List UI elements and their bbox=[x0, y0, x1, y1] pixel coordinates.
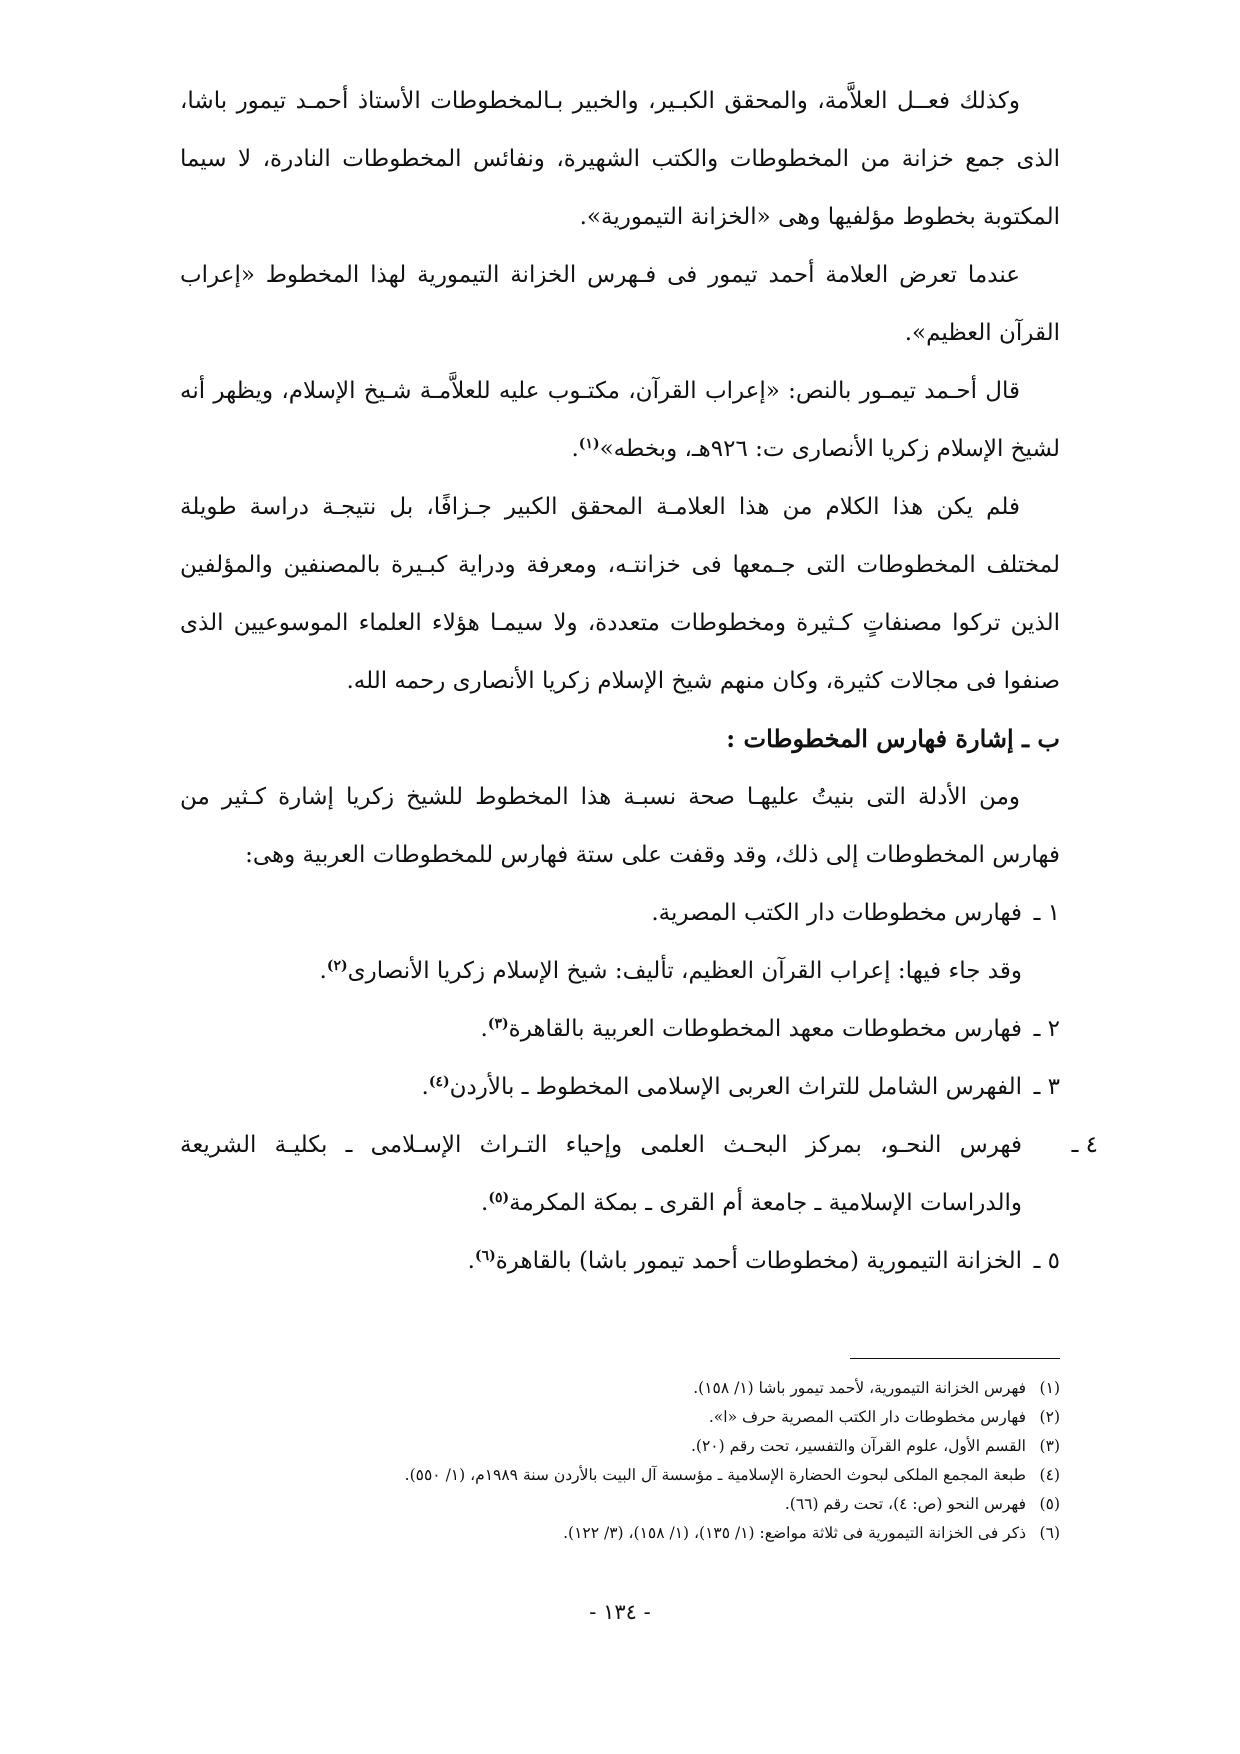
list-item-end: . bbox=[480, 1016, 488, 1042]
footnote-text: فهرس الخزانة التيمورية، لأحمد تيمور باشا (١/ ١٥٨). bbox=[693, 1379, 1026, 1397]
footnote-text: القسم الأول، علوم القرآن والتفسير، تحت رقم (٢٠). bbox=[690, 1437, 1026, 1455]
list-item-end: . bbox=[467, 1248, 475, 1274]
list-item-text: الفهرس الشامل للتراث العربى الإسلامى المخطوط ـ بالأردن bbox=[449, 1074, 1022, 1100]
footnote-ref-4: (٤) bbox=[428, 1074, 450, 1090]
footnote-1 bbox=[300, 1374, 1060, 1403]
paragraph-3-end: . bbox=[571, 436, 579, 462]
list-item-end: . bbox=[421, 1074, 429, 1100]
footnote-text: فهارس مخطوطات دار الكتب المصرية حرف «ا». bbox=[708, 1408, 1026, 1426]
list-item-3 bbox=[180, 1058, 1060, 1116]
list-item-text: وقد جاء فيها: إعراب القرآن العظيم، تأليف: شيخ الإسلام زكريا الأنصارى bbox=[347, 958, 1022, 984]
footnote-number: (٣) bbox=[1039, 1437, 1060, 1455]
footnote-number: (٢) bbox=[1039, 1408, 1060, 1426]
footnote-4 bbox=[300, 1461, 1060, 1490]
footnote-number: (٤) bbox=[1039, 1466, 1060, 1484]
footnotes bbox=[300, 1374, 1060, 1548]
footnote-ref-2: (٢) bbox=[326, 958, 348, 974]
footnote-3 bbox=[300, 1432, 1060, 1461]
footnote-ref-3: (٣) bbox=[487, 1016, 509, 1032]
catalog-list bbox=[180, 884, 1098, 1290]
list-item-number: ٤ ـ bbox=[1071, 1132, 1098, 1158]
list-item-number: ١ ـ bbox=[1033, 900, 1060, 926]
list-item-note bbox=[180, 942, 1060, 1000]
footnote-6 bbox=[300, 1519, 1060, 1548]
main-text bbox=[180, 72, 1098, 1290]
paragraph-2: عندما تعرض العلامة أحمد تيمور فى فـهرس الخزانة التيمورية لهذا المخطوط «إعراب القرآن العظيم». bbox=[180, 262, 1060, 346]
footnote-ref-1: (١) bbox=[578, 436, 600, 452]
footnote-text: طبعة المجمع الملكى لبحوث الحضارة الإسلامية ـ مؤسسة آل البيت بالأردن سنة ١٩٨٩م، (١/ ٥٥٠). bbox=[404, 1466, 1026, 1484]
footnote-divider bbox=[850, 1358, 1060, 1359]
paragraph-1: وكذلك فعــل العلاَّمة، والمحقق الكبـير، والخبير بـالمخطوطات الأستاذ أحمـد تيمور باشا، الذى جمع خزانة من المخطوطات والكتب الشهيرة، ونفائس المخطوطات النادرة، لا سيما المكتوبة بخطوط مؤلفيها وهى «الخزانة التيمورية». bbox=[180, 88, 1060, 230]
list-item-5 bbox=[180, 1232, 1060, 1290]
paragraph-3-text: قال أحـمد تيمـور بالنص: «إعراب القرآن، مكتـوب عليه للعلاَّمـة شـيخ الإسلام، ويظهر أنه لشيخ الإسلام زكريا الأنصارى ت: ٩٢٦هـ، وبخطه» bbox=[180, 378, 1060, 462]
paragraph-3 bbox=[180, 362, 1060, 478]
paragraph-4: فلم يكن هذا الكلام من هذا العلامـة المحقق الكبير جـزافًا، بل نتيجـة دراسة طويلة لمختلف المخطوطات التى جـمعها فى خزانتـه، ومعرفة ودراية كبـيرة بالمصنفين والمؤلفين الذين تركوا مصنفاتٍ كـثيرة ومخطوطات متعددة، ولا سيمـا هؤلاء العلماء الموسوعيين الذى صنفوا فى مجالات كثيرة، وكان منهم شيخ الإسلام زكريا الأنصارى رحمه الله. bbox=[180, 494, 1060, 694]
list-item-end: . bbox=[319, 958, 327, 984]
paragraph-5: ومن الأدلة التى بنيتُ عليهـا صحة نسبـة هذا المخطوط للشيخ زكريا إشارة كـثير من فهارس المخطوطات إلى ذلك، وقد وقفت على ستة فهارس للمخطوطات العربية وهى: bbox=[180, 784, 1060, 868]
list-item-end: . bbox=[481, 1190, 489, 1216]
footnote-number: (٥) bbox=[1039, 1495, 1060, 1513]
footnote-number: (٦) bbox=[1039, 1524, 1060, 1542]
list-item-number: ٣ ـ bbox=[1033, 1074, 1060, 1100]
footnote-ref-6: (٦) bbox=[474, 1248, 496, 1264]
list-item-4 bbox=[180, 1116, 1098, 1232]
footnote-text: ذكر فى الخزانة التيمورية فى ثلاثة مواضع: (١/ ١٣٥)، (١/ ١٥٨)، (٣/ ١٢٢). bbox=[563, 1524, 1026, 1542]
list-item-text: فهارس مخطوطات معهد المخطوطات العربية بالقاهرة bbox=[508, 1016, 1022, 1042]
list-item-text: الخزانة التيمورية (مخطوطات أحمد تيمور باشا) بالقاهرة bbox=[495, 1248, 1022, 1274]
footnote-5 bbox=[300, 1490, 1060, 1519]
page-number: - ١٣٤ - bbox=[589, 1600, 651, 1624]
section-heading: ب ـ إشارة فهارس المخطوطات : bbox=[726, 724, 1060, 753]
footnote-2 bbox=[300, 1403, 1060, 1432]
list-item-text: فهرس النحـو، بمركز البحـث العلمى وإحياء التـراث الإسـلامى ـ بكليـة الشريعة والدراسات الإسلامية ـ جامعة أم القرى ـ بمكة المكرمة bbox=[180, 1132, 1022, 1216]
footnote-ref-5: (٥) bbox=[488, 1190, 510, 1206]
footnote-text: فهرس النحو (ص: ٤)، تحت رقم (٦٦). bbox=[784, 1495, 1026, 1513]
list-item-number: ٥ ـ bbox=[1033, 1248, 1060, 1274]
list-item-number: ٢ ـ bbox=[1033, 1016, 1060, 1042]
list-item-2 bbox=[180, 1000, 1060, 1058]
list-item-text: فهارس مخطوطات دار الكتب المصرية. bbox=[651, 900, 1022, 926]
footnote-number: (١) bbox=[1039, 1379, 1060, 1397]
list-item-1 bbox=[180, 884, 1060, 942]
